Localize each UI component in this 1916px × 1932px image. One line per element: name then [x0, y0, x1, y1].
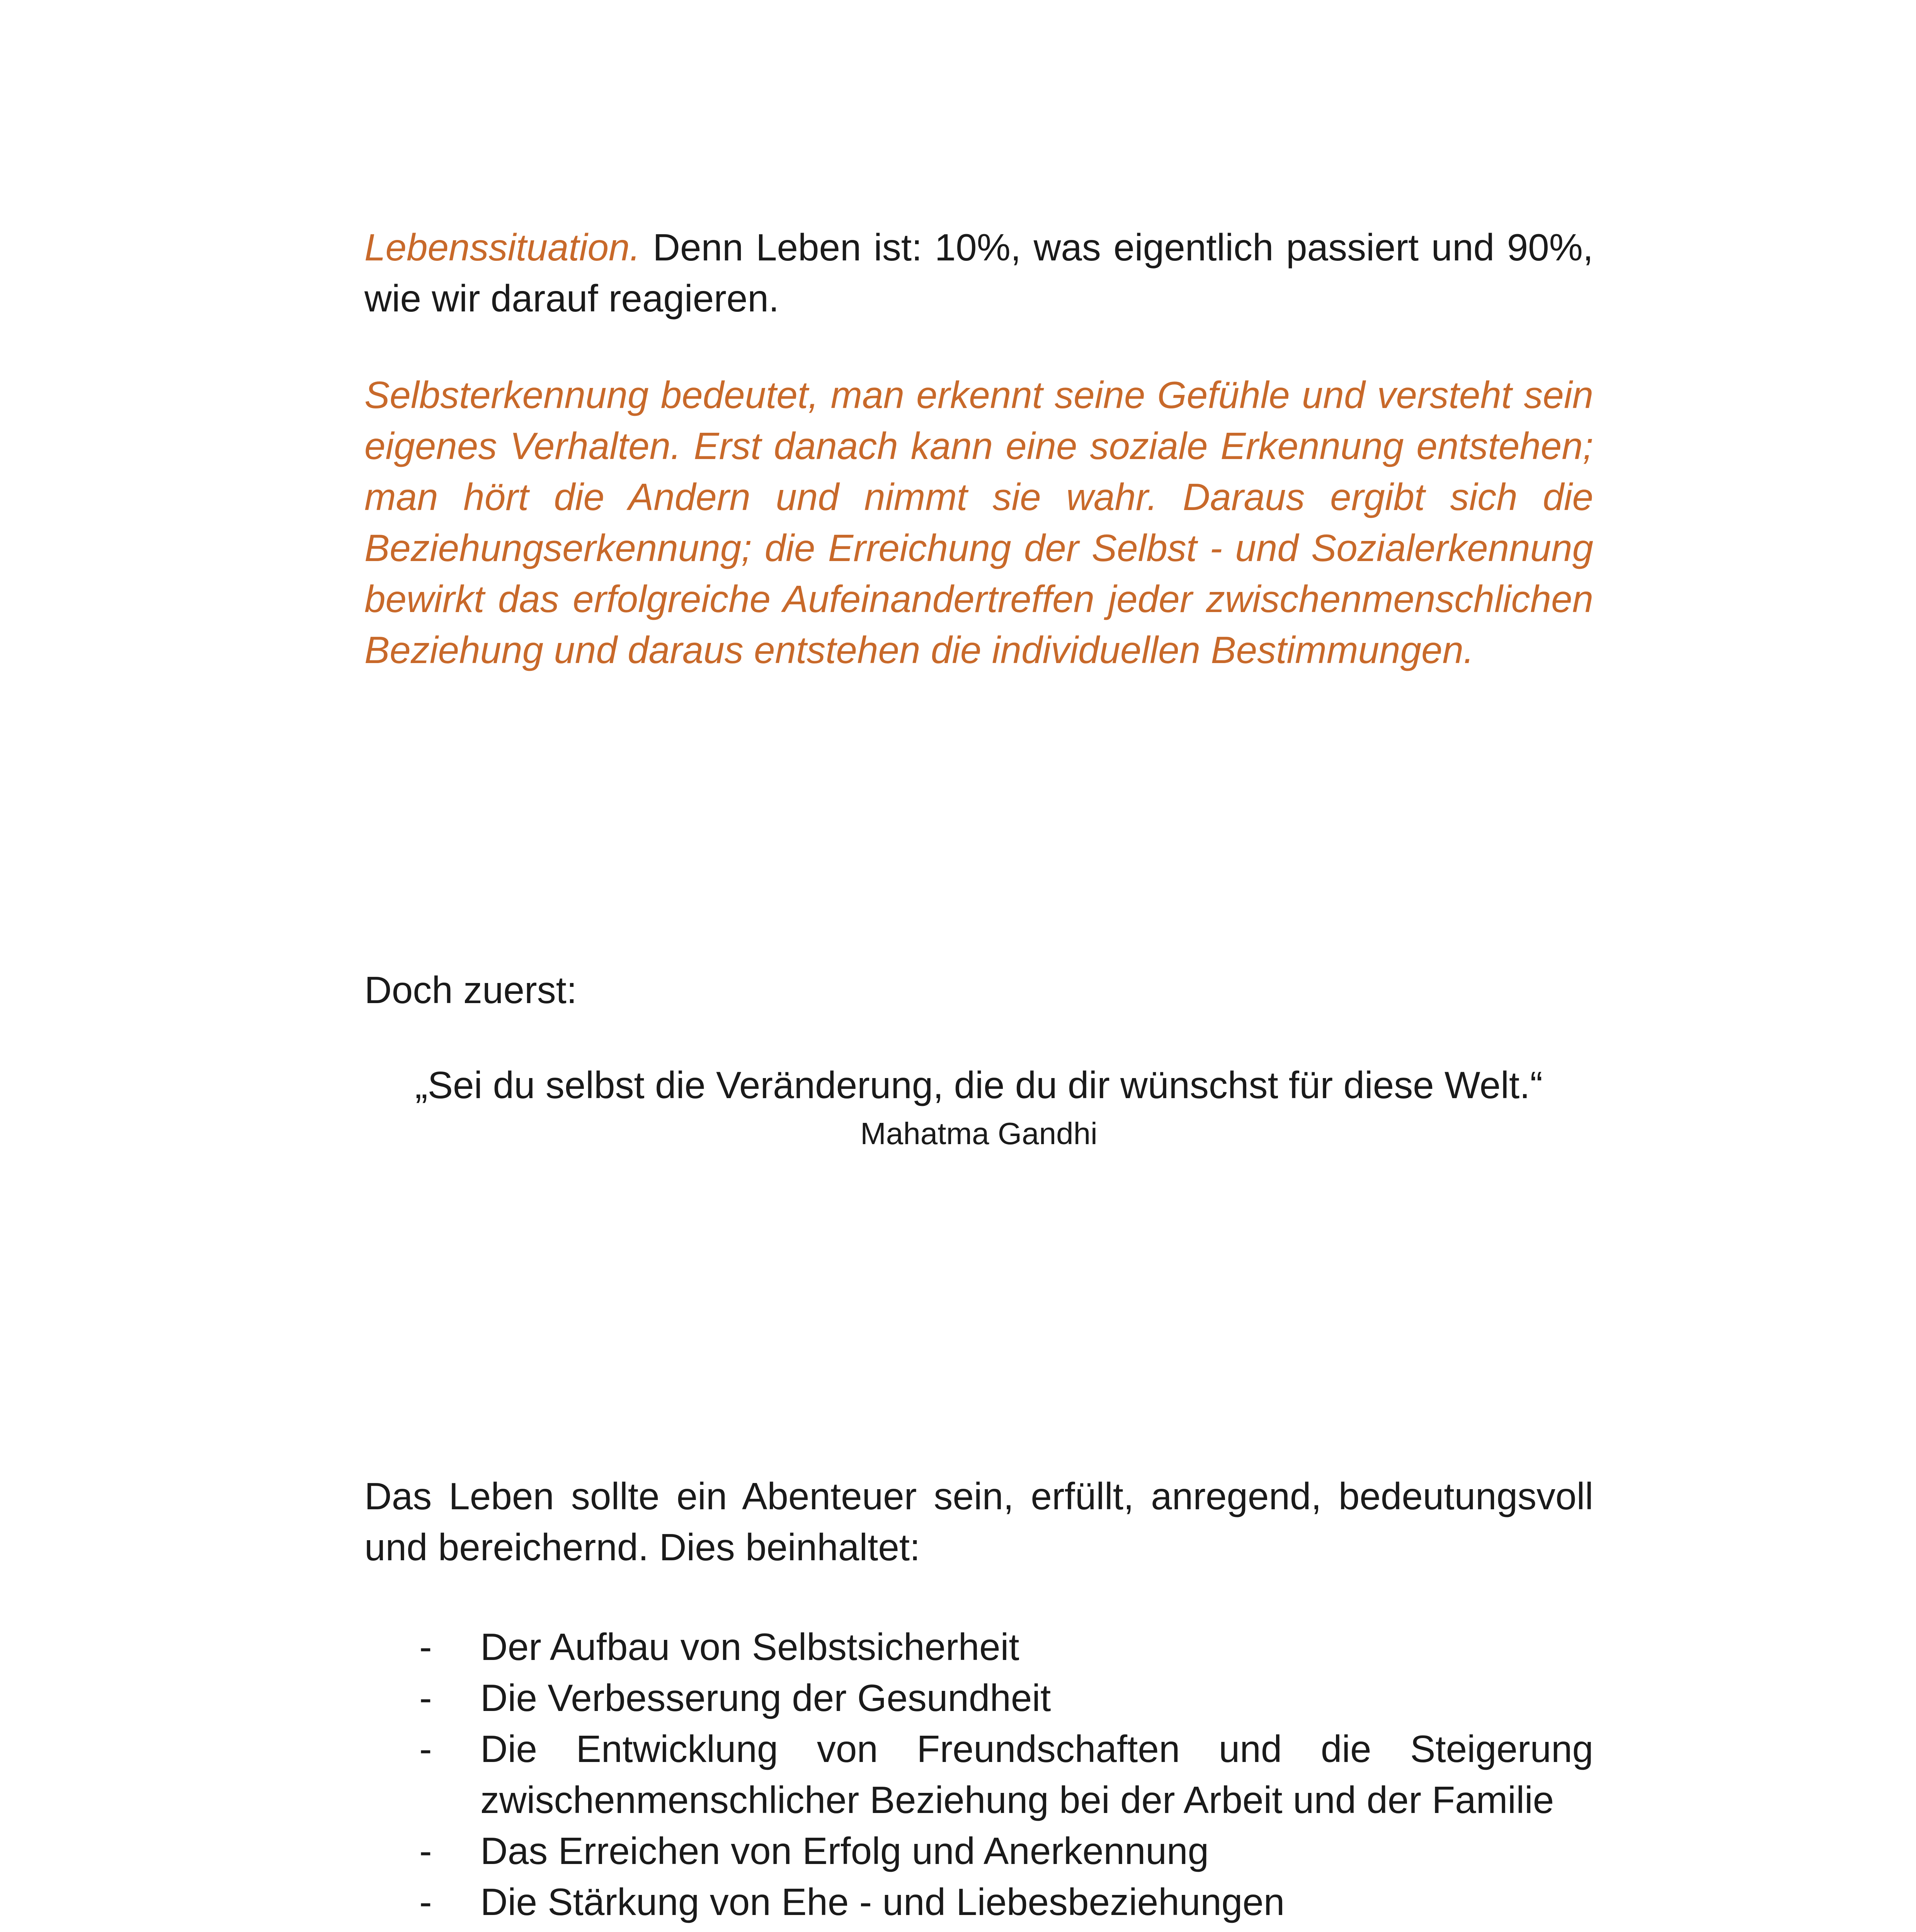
quote-text: „Sei du selbst die Veränderung, die du dir wünschst für diese Welt.“ [415, 1064, 1543, 1106]
paragraph-text: Denn Leben ist: 10%, was eigentlich passiert und 90%, wie wir darauf reagieren. [364, 226, 1593, 320]
paragraph-life-adventure [364, 1471, 1593, 1573]
accent-lead-word: Lebenssituation. [364, 226, 640, 269]
bullet-dash: - [419, 1626, 432, 1668]
bullet-dash: - [419, 1881, 432, 1923]
bullet-dash: - [419, 1677, 432, 1719]
bullet-dash [419, 1927, 432, 1932]
list-item: - Das Erreichen von Erfolg und Anerkennung [364, 1825, 1593, 1876]
bullet-dash: - [419, 1830, 432, 1872]
list-item: - Die Stärkung von Ehe - und Liebesbeziehungen [364, 1876, 1593, 1927]
paragraph-life-reaction [364, 222, 1593, 324]
quote-author: Mahatma Gandhi [860, 1116, 1098, 1151]
intro-text: Doch zuerst: [364, 969, 577, 1011]
benefits-list [364, 1621, 1593, 1932]
list-item: - Der Aufbau von Selbstsicherheit [364, 1621, 1593, 1672]
list-item: - Die Verbesserung der Gesundheit [364, 1672, 1593, 1723]
paragraph-text: Das Leben sollte ein Abenteuer sein, erfüllt, anregend, bedeutungsvoll und bereichernd. Dies beinhaltet: [364, 1475, 1593, 1568]
paragraph-self-recognition [364, 369, 1593, 675]
intro-line [364, 964, 1593, 1015]
list-item [364, 1927, 1593, 1932]
bullet-dash: - [419, 1728, 432, 1770]
list-item: - Die Entwicklung von Freundschaften und die Steigerung zwischenmenschlicher Beziehung bei der Arbeit und der Familie [364, 1723, 1593, 1825]
paragraph-text: Selbsterkennung bedeutet, man erkennt seine Gefühle und versteht sein eigenes Verhalten. Erst danach kann eine soziale Erkennung entstehen; man hört die Andern und nimmt sie wahr. Daraus ergibt sich die Beziehungserkennung; die Erreichung der Selbst - und Sozialerkennung bewirkt das erfolgreiche Aufeinandertreffen jeder zwischenmenschlichen Beziehung und daraus entstehen die individuellen Bestimmungen. [364, 374, 1593, 671]
